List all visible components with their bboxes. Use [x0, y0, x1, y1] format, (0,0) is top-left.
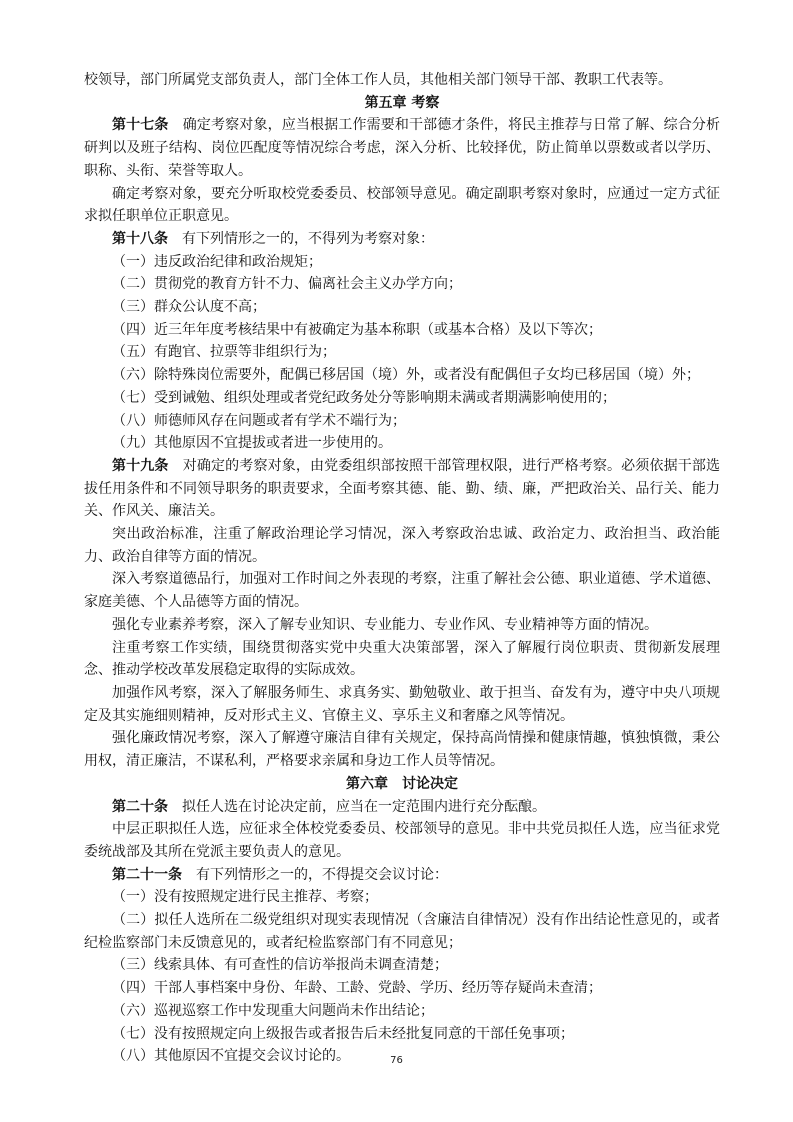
body-paragraph: 强化专业素养考察，深入了解专业知识、专业能力、专业作风、专业精神等方面的情况。 [112, 616, 658, 633]
chapter-heading: 第六章 讨论决定 [346, 775, 458, 792]
article-text: 有下列情形之一的，不得列为考察对象： [182, 230, 434, 247]
article-label: 第十七条 [112, 117, 169, 134]
article-label: 第十九条 [112, 457, 169, 474]
article-label: 第十八条 [112, 230, 168, 247]
body-paragraph: 注重考察工作实绩，围绕贯彻落实党中央重大决策部署，深入了解履行岗位职责、贯彻新发展理念、推动学校改革发展稳定取得的实际成效。 [84, 639, 720, 679]
body-paragraph: 强化廉政情况考察，深入了解遵守廉洁自律有关规定，保持高尚情操和健康情趣，慎独慎微，秉公用权，清正廉洁，不谋私利，严格要求亲属和身边工作人员等情况。 [84, 730, 720, 770]
body-paragraph: （八）师德师风存在问题或者有学术不端行为； [112, 412, 406, 429]
body-paragraph: （二）拟任人选所在二级党组织对现实表现情况（含廉洁自律情况）没有作出结论性意见的，或者纪检监察部门未反馈意见的，或者纪检监察部门有不同意见； [84, 912, 720, 951]
body-paragraph: 深入考察道德品行，加强对工作时间之外表现的考察，注重了解社会公德、职业道德、学术道德、家庭美德、个人品德等方面的情况。 [84, 571, 720, 611]
article-paragraph [84, 228, 720, 251]
body-paragraph: 中层正职拟任人选，应征求全体校党委委员、校部领导的意见。非中共党员拟任人选，应当征求党委统战部及其所在党派主要负责人的意见。 [84, 821, 720, 860]
body-paragraph: （四）干部人事档案中身份、年龄、工龄、党龄、学历、经历等存疑尚未查清； [112, 980, 602, 997]
body-paragraph: （四）近三年年度考核结果中有被确定为基本称职（或基本合格）及以下等次； [112, 321, 602, 338]
body-paragraph: （七）受到诫勉、组织处理或者党纪政务处分等影响期未满或者期满影响使用的； [112, 389, 616, 406]
article-paragraph [84, 114, 720, 182]
article-paragraph [84, 455, 720, 523]
body-paragraph: （五）有跑官、拉票等非组织行为； [112, 344, 336, 361]
body-paragraph: （三）群众公认度不高； [112, 299, 266, 316]
body-paragraph: 加强作风考察，深入了解服务师生、求真务实、勤勉敬业、敢于担当、奋发有为，遵守中央八项规定及其实施细则精神，反对形式主义、官僚主义、享乐主义和奢靡之风等情况。 [84, 684, 720, 724]
body-paragraph: （二）贯彻党的教育方针不力、偏离社会主义办学方向； [112, 276, 462, 293]
body-paragraph: （九）其他原因不宜提拔或者进一步使用的。 [112, 435, 392, 452]
article-paragraph [84, 796, 720, 819]
body-paragraph: 确定考察对象，要充分听取校党委委员、校部领导意见。确定副职考察对象时，应通过一定方式征求拟任职单位正职意见。 [84, 185, 720, 225]
body-paragraph: （八）其他原因不宜提交会议讨论的。 [112, 1048, 350, 1065]
document-body [84, 69, 720, 1068]
article-text: 对确定的考察对象，由党委组织部按照干部管理权限，进行严格考察。必须依据干部选拔任用条件和不同领导职务的职责要求，全面考察其德、能、勤、绩、廉，严把政治关、品行关、能力关、作风关、廉洁关。 [84, 457, 721, 520]
body-paragraph: （六）除特殊岗位需要外，配偶已移居国（境）外，或者没有配偶但子女均已移居国（境）外； [112, 367, 700, 384]
article-paragraph [84, 864, 720, 887]
body-paragraph: （七）没有按照规定向上级报告或者报告后未经批复同意的干部任免事项； [112, 1025, 574, 1042]
page-number: 76 [390, 1055, 403, 1066]
body-paragraph: 校领导，部门所属党支部负责人，部门全体工作人员，其他相关部门领导干部、教职工代表等。 [84, 72, 672, 88]
body-paragraph: （一）违反政治纪律和政治规矩； [112, 253, 322, 270]
body-paragraph: （六）巡视巡察工作中发现重大问题尚未作出结论； [112, 1002, 434, 1019]
article-text: 拟任人选在讨论决定前，应当在一定范围内进行充分酝酿。 [182, 798, 546, 815]
article-text: 有下列情形之一的，不得提交会议讨论： [196, 866, 448, 883]
body-paragraph: 突出政治标准，注重了解政治理论学习情况，深入考察政治忠诚、政治定力、政治担当、政治能力、政治自律等方面的情况。 [84, 526, 720, 565]
chapter-heading: 第五章 考察 [364, 94, 440, 111]
body-paragraph: （一）没有按照规定进行民主推荐、考察； [112, 889, 378, 906]
article-label: 第二十条 [112, 798, 168, 815]
article-label: 第二十一条 [112, 866, 182, 883]
body-paragraph: （三）线索具体、有可查性的信访举报尚未调查清楚； [112, 957, 448, 974]
article-text: 确定考察对象，应当根据工作需要和干部德才条件，将民主推荐与日常了解、综合分析研判以及班子结构、岗位匹配度等情况综合考虑，深入分析、比较择优，防止简单以票数或者以学历、职称、头衔、荣誉等取人。 [84, 117, 721, 179]
